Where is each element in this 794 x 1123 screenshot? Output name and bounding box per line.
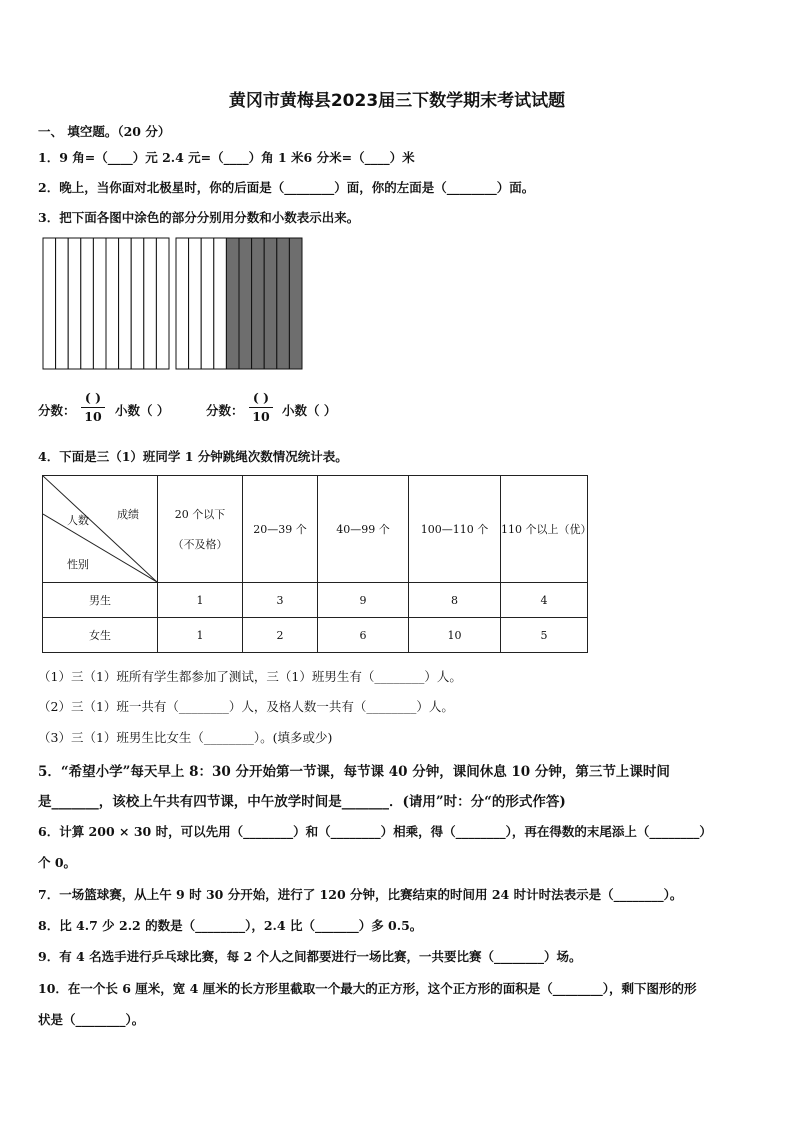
table-cell: 3: [243, 583, 318, 618]
question-5-line-1: 5．“希望小学”每天早上 8：30 分开始第一节课，每节课 40 分钟，课间休息 10 分钟，第三节上课时间: [38, 764, 670, 780]
question-6-line-2: 个 0。: [38, 855, 77, 870]
question-5-line-2: 是_______，该校上午共有四节课，中午放学时间是_______．(请用”时：分“的形式作答): [38, 794, 566, 810]
unshaded-strip: [43, 238, 56, 369]
unshaded-strip: [93, 238, 106, 369]
question-4-part-1: （1）三（1）班所有学生都参加了测试，三（1）班男生有（________）人。: [38, 669, 462, 684]
question-4-part-2: （2）三（1）班一共有（________）人，及格人数一共有（________）人。: [38, 699, 454, 714]
unshaded-strip: [156, 238, 169, 369]
table-cell: 2: [243, 618, 318, 653]
corner-label-count: 人数: [67, 514, 89, 527]
strip-figure-1-strips: [43, 238, 169, 369]
header-0-line2: （不及格）: [172, 538, 228, 551]
table-cell: 6: [318, 618, 409, 653]
table-header-cell: [158, 476, 243, 583]
strip-figure-1: [42, 237, 170, 370]
unshaded-strip: [189, 238, 202, 369]
question-4-part-3: （3）三（1）班男生比女生（________）。(填多或少): [38, 730, 333, 745]
page-title: 黄冈市黄梅县2023届三下数学期末考试试题: [228, 91, 566, 111]
question-7: 7．一场篮球赛，从上午 9 时 30 分开始，进行了 120 分钟，比赛结束的时间用 24 时计时法表示是（________）。: [38, 887, 683, 902]
table-cell: 1: [158, 583, 243, 618]
table-header-cell: 20—39 个: [243, 476, 318, 583]
question-10-line-2: 状是（________）。: [38, 1012, 145, 1027]
table-corner-cell: [43, 476, 158, 583]
shaded-strip: [252, 238, 265, 369]
fraction-2: [246, 389, 276, 426]
strip-figure-2: [175, 237, 303, 370]
shaded-strip: [226, 238, 239, 369]
strip-figure-2-strips: [176, 238, 302, 369]
question-8: 8．比 4.7 少 2.2 的数是（________），2.4 比（_______）多 0.5。: [38, 918, 423, 933]
unshaded-strip: [131, 238, 144, 369]
jump-rope-table: [42, 475, 592, 653]
unshaded-strip: [119, 238, 132, 369]
question-10-line-1: 10．在一个长 6 厘米，宽 4 厘米的长方形里截取一个最大的正方形，这个正方形的面积是（________），剩下图形的形: [38, 981, 697, 996]
shaded-strip: [264, 238, 277, 369]
question-9: 9．有 4 名选手进行乒乓球比赛，每 2 个人之间都要进行一场比赛，一共要比赛（________）场。: [38, 949, 582, 964]
unshaded-strip: [106, 238, 119, 369]
table-cell: 4: [501, 583, 588, 618]
table-cell: 10: [409, 618, 501, 653]
row-label-girls: 女生: [43, 618, 158, 653]
table-cell: 5: [501, 618, 588, 653]
table-cell: 8: [409, 583, 501, 618]
unshaded-strip: [144, 238, 157, 369]
fraction-label-2: 分数：: [206, 403, 244, 418]
unshaded-strip: [68, 238, 81, 369]
question-4: 4．下面是三（1）班同学 1 分钟跳绳次数情况统计表。: [38, 449, 348, 464]
unshaded-strip: [201, 238, 214, 369]
fraction-label-1: 分数：: [38, 403, 76, 418]
fraction-2-numerator: ( ): [252, 390, 270, 405]
question-3: 3．把下面各图中涂色的部分分别用分数和小数表示出来。: [38, 210, 360, 225]
table-header-cell: 40—99 个: [318, 476, 409, 583]
fraction-1: [78, 389, 108, 426]
table-header-cell: 110 个以上（优）: [501, 476, 588, 583]
decimal-label-1: 小数（ ）: [115, 403, 170, 418]
unshaded-strip: [214, 238, 227, 369]
decimal-label-2: 小数（ ）: [282, 403, 337, 418]
shaded-strip: [239, 238, 252, 369]
question-2: 2．晚上，当你面对北极星时，你的后面是（________）面，你的左面是（________）面。: [38, 180, 535, 195]
unshaded-strip: [176, 238, 189, 369]
corner-label-gender: 性别: [67, 558, 89, 571]
table-row: [43, 583, 588, 618]
row-label-boys: 男生: [43, 583, 158, 618]
section-heading: 一、 填空题。（20 分）: [38, 124, 171, 139]
table-cell: 1: [158, 618, 243, 653]
unshaded-strip: [56, 238, 69, 369]
fraction-1-denominator: 10: [84, 409, 102, 424]
question-6-line-1: 6．计算 200 × 30 时，可以先用（________）和（________）相乘，得（________），再在得数的末尾添上（________）: [38, 824, 712, 839]
question-1: 1．9 角=（____）元 2.4 元=（____）角 1 米6 分米=（____）米: [38, 150, 415, 165]
table-row: [43, 618, 588, 653]
fraction-2-denominator: 10: [252, 409, 270, 424]
shaded-strip: [289, 238, 302, 369]
table-header-row: [43, 476, 588, 583]
fraction-1-numerator: ( ): [84, 390, 102, 405]
shaded-strip: [277, 238, 290, 369]
table-header-cell: 100—110 个: [409, 476, 501, 583]
header-0-line1: 20 个以下: [174, 508, 226, 521]
corner-label-score: 成绩: [117, 508, 139, 521]
table-cell: 9: [318, 583, 409, 618]
unshaded-strip: [81, 238, 94, 369]
